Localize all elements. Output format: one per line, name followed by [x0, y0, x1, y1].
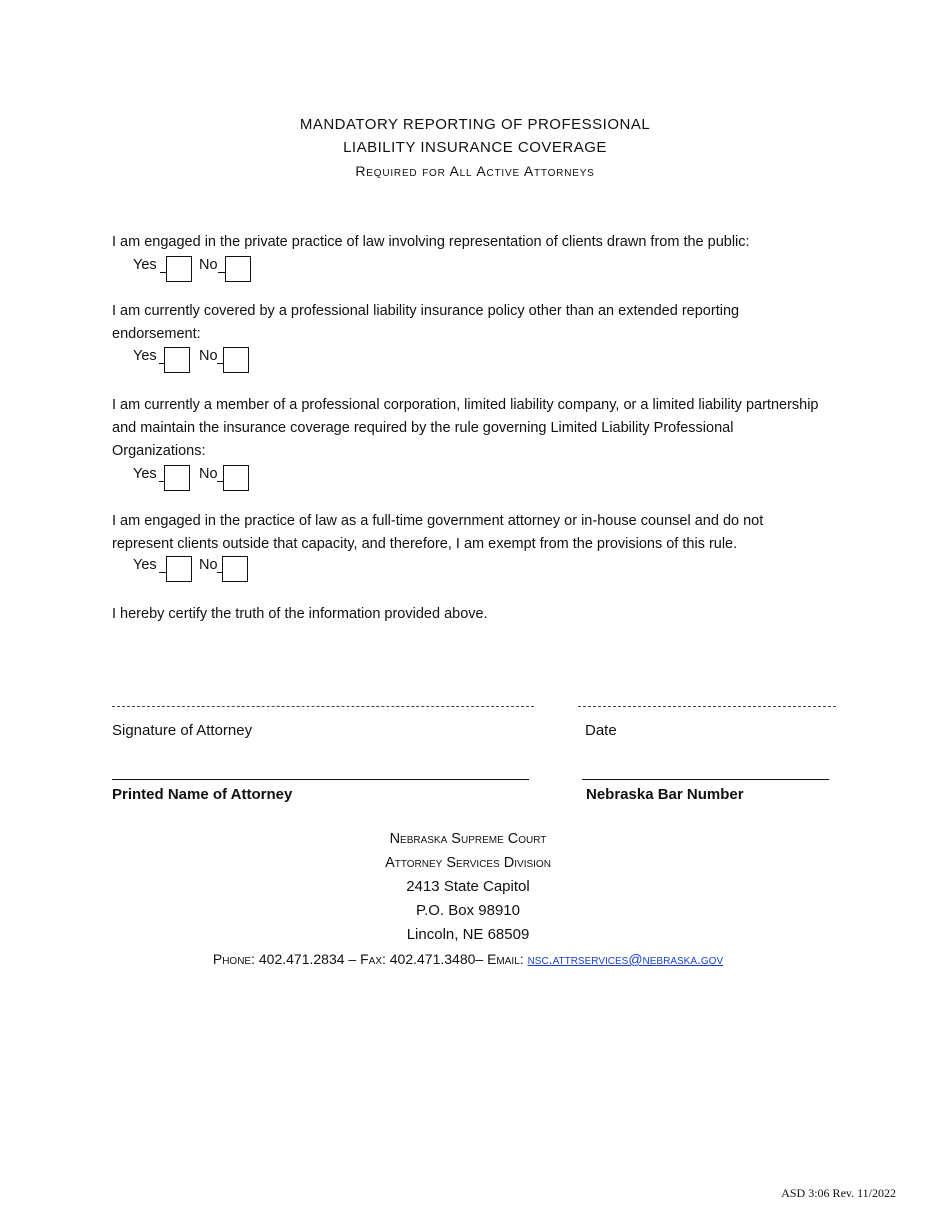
- city-state-zip: Lincoln, NE 68509: [406, 926, 530, 943]
- question-4-no-checkbox[interactable]: [222, 556, 248, 582]
- printed-name-line[interactable]: [112, 779, 529, 780]
- question-2-text: I am currently covered by a professional liability insurance policy other than an extended reporting endorsement:: [112, 303, 740, 342]
- division-name: Attorney Services Division: [385, 855, 551, 871]
- yes-label: Yes: [133, 557, 157, 573]
- yes-label: Yes: [133, 466, 157, 482]
- question-2-yes-checkbox[interactable]: [164, 347, 190, 373]
- fax-label: Fax:: [360, 951, 386, 967]
- no-label: No: [199, 348, 218, 364]
- form-number: ASD 3:06 Rev. 11/2022: [781, 1186, 896, 1200]
- signature-line[interactable]: [112, 706, 534, 707]
- street-address: 2413 State Capitol: [406, 878, 530, 895]
- bar-number-label: Nebraska Bar Number: [586, 786, 744, 803]
- question-3-yes-checkbox[interactable]: [164, 465, 190, 491]
- po-box: P.O. Box 98910: [416, 902, 520, 919]
- yes-label: Yes: [133, 257, 157, 273]
- separator: –: [475, 951, 484, 967]
- phone-number: 402.471.2834: [258, 951, 345, 967]
- no-label: No: [199, 257, 218, 273]
- certification-statement: I hereby certify the truth of the information provided above.: [112, 606, 488, 622]
- bar-number-line[interactable]: [582, 779, 829, 780]
- yes-label: Yes: [133, 348, 157, 364]
- question-4-text: I am engaged in the practice of law as a full-time government attorney or in-house counsel and do not represent clients outside that capacity, and therefore, I am exempt from the provisions of this rule.: [112, 513, 764, 552]
- question-3-no-checkbox[interactable]: [223, 465, 249, 491]
- email-label: Email:: [487, 951, 524, 967]
- signature-label: Signature of Attorney: [112, 722, 253, 739]
- fax-number: 402.471.3480: [389, 951, 476, 967]
- phone-label: Phone:: [212, 951, 255, 967]
- question-4-yes-checkbox[interactable]: [166, 556, 192, 582]
- printed-name-label: Printed Name of Attorney: [112, 786, 293, 803]
- date-label: Date: [585, 722, 617, 739]
- question-1-no-checkbox[interactable]: [225, 256, 251, 282]
- contact-line: [0, 951, 936, 967]
- form-title-line-2: LIABILITY INSURANCE COVERAGE: [343, 139, 607, 156]
- separator: –: [348, 951, 357, 967]
- no-label: No: [199, 557, 218, 573]
- no-label: No: [199, 466, 218, 482]
- date-line[interactable]: [578, 706, 836, 707]
- email-link[interactable]: nsc.attrservices@nebraska.gov: [527, 951, 724, 967]
- question-3-text: I am currently a member of a professional corporation, limited liability company, or a limited liability partnership and maintain the insurance coverage required by the rule governing Limited Liability Professional Organizations:: [112, 397, 819, 459]
- form-subtitle: Required for All Active Attorneys: [355, 163, 595, 179]
- question-1-text: I am engaged in the private practice of law involving representation of clients drawn from the public:: [112, 234, 750, 250]
- form-title-line-1: MANDATORY REPORTING OF PROFESSIONAL: [299, 116, 651, 133]
- question-1-yes-checkbox[interactable]: [166, 256, 192, 282]
- court-name: Nebraska Supreme Court: [389, 831, 547, 847]
- question-2-no-checkbox[interactable]: [223, 347, 249, 373]
